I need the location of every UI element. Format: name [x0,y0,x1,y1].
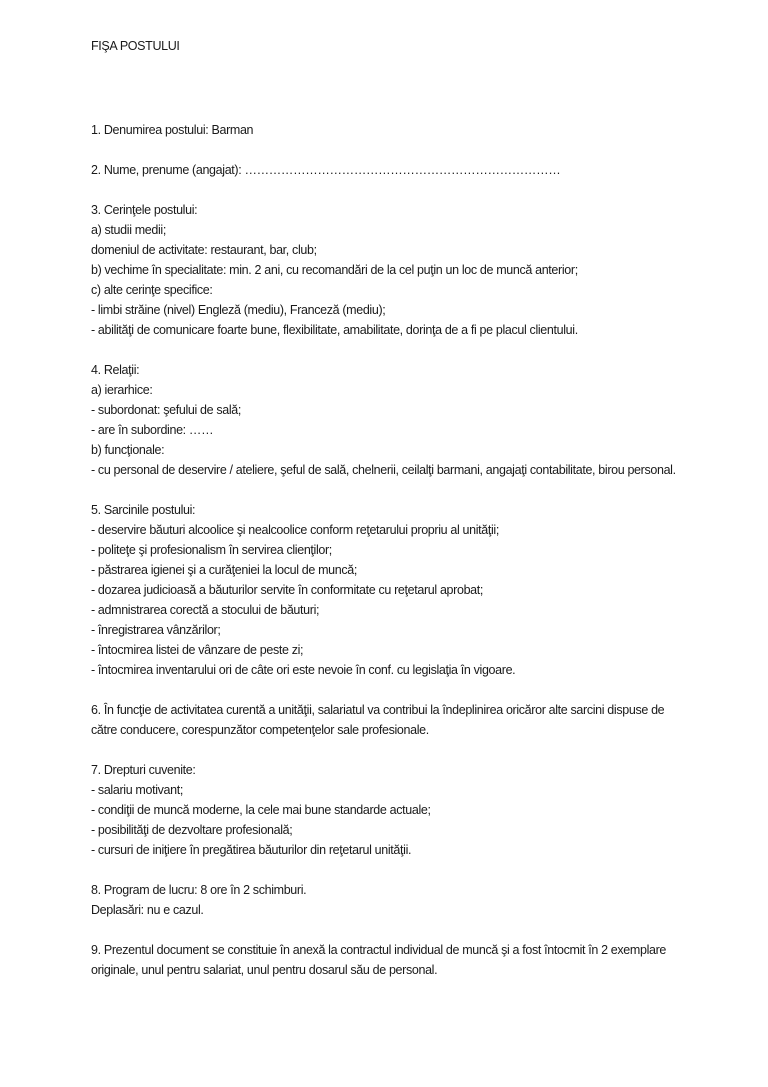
relations-item: a) ierarhice: [91,383,153,397]
rights-item: - cursuri de iniţiere în pregătirea băuturilor din reţetarul unităţii. [91,843,412,857]
job-title-line: 1. Denumirea postului: Barman [91,123,254,137]
requirements-item: c) alte cerinţe specifice: [91,283,213,297]
document-page [91,36,691,1000]
annex-paragraph: 9. Prezentul document se constituie în anexă la contractul individual de muncă şi a fost întocmit în 2 exemplare originale, unul pentru salariat, unul pentru dosarul său de personal. [91,943,667,977]
schedule-line: 8. Program de lucru: 8 ore în 2 schimburi. [91,883,307,897]
tasks-item: - întocmirea listei de vânzare de peste zi; [91,643,304,657]
relations-item: - are în subordine: …… [91,423,214,437]
relations-title: 4. Relaţii: [91,363,140,377]
section-schedule [91,880,691,920]
relations-item: - subordonat: şefului de sală; [91,403,242,417]
rights-title: 7. Drepturi cuvenite: [91,763,196,777]
section-employee-name [91,160,691,180]
section-job-title [91,120,691,140]
relations-item: b) funcţionale: [91,443,165,457]
tasks-item: - păstrarea igienei şi a curăţeniei la locul de muncă; [91,563,357,577]
tasks-item: - politeţe şi profesionalism în servirea clienţilor; [91,543,332,557]
section-other-duties [91,700,691,740]
document-title: FIŞA POSTULUI [91,39,180,53]
travel-line: Deplasări: nu e cazul. [91,903,204,917]
requirements-title: 3. Cerinţele postului: [91,203,198,217]
tasks-item: - întocmirea inventarului ori de câte ori este nevoie în conf. cu legislaţia în vigoare. [91,663,516,677]
requirements-item: a) studii medii; [91,223,166,237]
section-tasks [91,500,691,680]
rights-item: - salariu motivant; [91,783,183,797]
tasks-item: - dozarea judicioasă a băuturilor servite în conformitate cu reţetarul aprobat; [91,583,484,597]
tasks-item: - deservire băuturi alcoolice şi nealcoolice conform reţetarului propriu al unităţii; [91,523,499,537]
section-relations [91,360,691,480]
requirements-item: b) vechime în specialitate: min. 2 ani, cu recomandări de la cel puţin un loc de muncă anterior; [91,263,578,277]
requirements-item: - abilităţi de comunicare foarte bune, flexibilitate, amabilitate, dorinţa de a fi pe placul clientului. [91,323,578,337]
tasks-item: - admnistrarea corectă a stocului de băuturi; [91,603,320,617]
section-annex [91,940,691,980]
section-rights [91,760,691,860]
relations-functional-paragraph: - cu personal de deservire / ateliere, şeful de sală, chelnerii, ceilalţi barmani, angajaţi contabilitate, birou personal. [91,463,676,477]
other-duties-paragraph: 6. În funcţie de activitatea curentă a unităţii, salariatul va contribui la îndeplinirea oricăror alte sarcini dispuse de către conducere, corespunzător competenţelor sale profesionale. [91,703,665,737]
rights-item: - posibilităţi de dezvoltare profesională; [91,823,293,837]
requirements-item: domeniul de activitate: restaurant, bar, club; [91,243,317,257]
section-requirements [91,200,691,340]
employee-name-line: 2. Nume, prenume (angajat): …………………………………………………………………… [91,163,561,177]
tasks-item: - înregistrarea vânzărilor; [91,623,221,637]
document-header [91,36,691,56]
tasks-title: 5. Sarcinile postului: [91,503,196,517]
rights-item: - condiţii de muncă moderne, la cele mai bune standarde actuale; [91,803,431,817]
requirements-item: - limbi străine (nivel) Engleză (mediu), Franceză (mediu); [91,303,386,317]
